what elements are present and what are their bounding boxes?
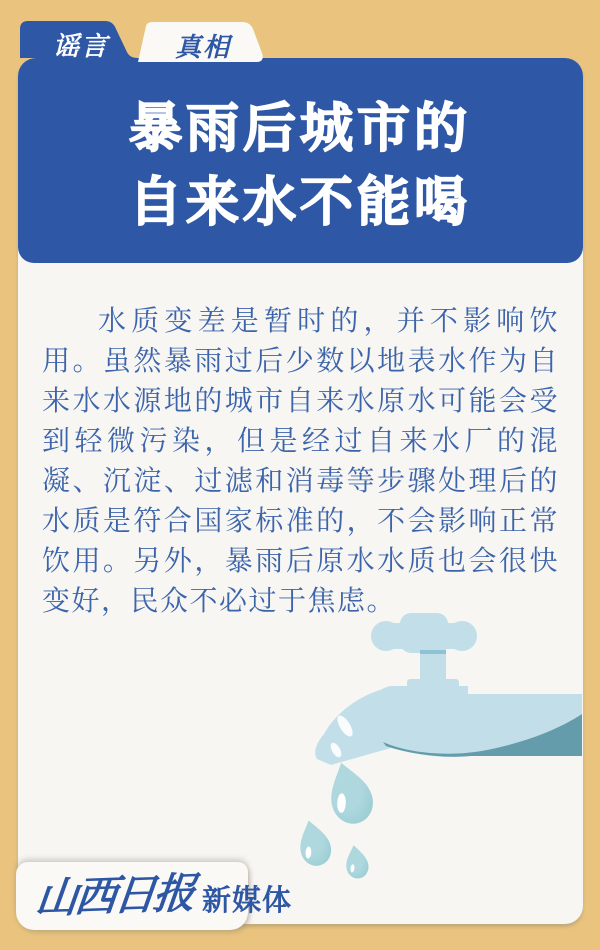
page-title <box>58 92 542 240</box>
truth-paragraph: 水质变差是暂时的，并不影响饮用。虽然暴雨过后少数以地表水作为自来水水源地的城市自来水原水可能会受到轻微污染，但是经过自来水厂的混凝、沉淀、过滤和消毒等步骤处理后的水质是符合国家标准的，不会影响正常饮用。另外，暴雨后原水水质也会很快变好，民众不必过于焦虑。 <box>42 304 559 617</box>
footer-brand-flap <box>16 862 293 930</box>
brand-logo-suffix: 新媒体 <box>202 882 293 917</box>
brand-logo-script: 山西日报 <box>33 868 195 923</box>
tab-rumor-label[interactable]: 谣言 <box>52 32 109 62</box>
title-line-2: 自来水不能喝 <box>129 172 471 233</box>
tab-truth-label[interactable]: 真相 <box>174 33 231 63</box>
title-line-1: 暴雨后城市的 <box>129 98 471 159</box>
